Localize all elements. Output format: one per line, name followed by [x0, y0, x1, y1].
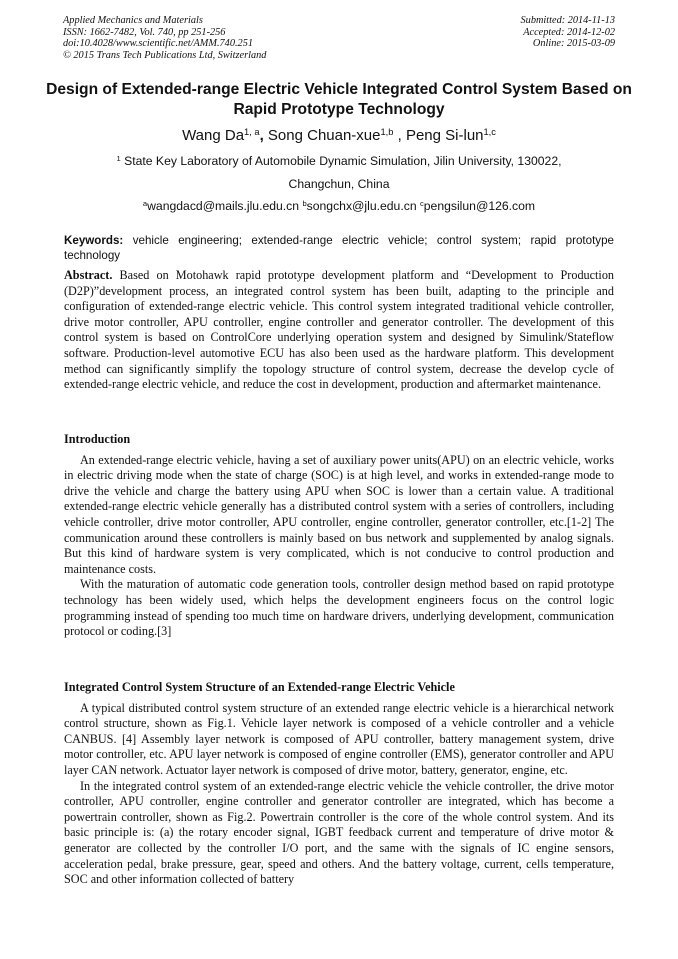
dates-info: [521, 15, 615, 50]
author-sup: 1,c: [483, 126, 496, 137]
issn: ISSN: 1662-7482, Vol. 740, pp 251-256: [63, 26, 226, 38]
abstract-label: Abstract.: [64, 268, 113, 282]
email: pengsilun@126.com: [423, 199, 536, 213]
section-heading: Introduction: [64, 432, 131, 446]
submitted-date: Submitted: 2014-11-13: [520, 15, 615, 26]
email-sup: a: [142, 198, 148, 208]
author-sup: 1, a: [244, 126, 260, 137]
affiliation-line2: Changchun, China: [288, 177, 390, 191]
section-introduction: [64, 432, 614, 640]
authors: Wang Da$^{1, a}$, Song Chuan-xue$^{1,b}$ , Peng Si-lun$^{1,c}$: [182, 126, 496, 144]
affiliation-line1: [0, 154, 678, 168]
email: songchx@jlu.edu.cn: [306, 199, 417, 213]
journal-name: Applied Mechanics and Materials: [63, 15, 203, 26]
paragraph: An extended-range electric vehicle, having a set of auxiliary power units(APU) on an electric vehicle, works in electric driving mode when the state of charge (SOC) is at high level, and works in extended-range mode to drive the vehicle and charge the battery using APU when SOC is lower than a certain value. A traditional extended-range electric vehicle generally has a distributed control system with a series of controllers, including vehicle controller, drive motor controller, APU controller, engine controller, generator controller, etc.[1-2] The communication around these controllers is mainly based on bus network and supplemented by analog signals. But this kind of hardware system is very complicated, which is not conducive to control production and maintenance costs.: [64, 452, 614, 576]
abstract-text: Based on Motohawk rapid prototype development platform and “Development to Production (D2P)”development process, an integrated control system has been built, adapting to the principle and configuration of extended-range electric vehicle. This control system integrated traditional vehicle controller, drive motor controller, APU controller, engine controller and generator controller. The development of this control system is based on ControlCore underlying operation system and designed by Simulink/Stateflow software. Production-level automotive ECU has also been used as the hardware platform. This development method can significantly simplify the topology structure of control system, decrease the develop cycle of extended-range electric vehicle, and reduce the cost in development, production and aftermarket maintenance.: [64, 268, 614, 392]
accepted-date: Accepted: 2014-12-02: [523, 26, 615, 38]
keywords-label: Keywords:: [64, 234, 124, 247]
paragraph: With the maturation of automatic code generation tools, controller design method based on rapid prototype technology has been widely used, which helps the development engineers focus on the control logic programming instead of spending too much time on hardware drivers, underlying development, communication protocol or coding.[3]: [64, 577, 614, 639]
affiliation-sup: 1: [116, 153, 121, 163]
author-sup: 1,b: [380, 126, 394, 137]
emails: [0, 199, 678, 213]
section-structure: [64, 680, 614, 888]
email-sup: c: [419, 198, 424, 208]
paragraph: In the integrated control system of an extended-range electric vehicle the vehicle controller, the drive motor controller, APU controller, engine controller and generator controller are integrated, which has become a powertrain controller, shown as Fig.2. Powertrain controller is the core of the whole control system. And its basic principle is: (a) the rotary encoder signal, IGBT feedback current and temperature of drive motor & generator are collected by the controller I/O port, and the same with the signals of IC engine sensors, acceleration pedal, brake pressure, gear, speed and others. And the battery voltage, current, cells temperature, SOC and other information collected of battery: [64, 778, 614, 887]
copyright: © 2015 Trans Tech Publications Ltd, Switzerland: [63, 49, 267, 61]
paragraph: A typical distributed control system structure of an extended range electric vehicle is a hierarchical network control structure, shown as Fig.1. Vehicle layer network is composed of a vehicle controller and a vehicle CANBUS. [4] Assembly layer network is composed of APU controller, battery management system, drive motor controller, etc. APU layer network is composed of engine controller (EMS), generator controller and APU layer CAN network. Actuator layer network is composed of drive motor, battery, generator, engine, etc.: [64, 700, 614, 777]
keywords: [64, 234, 614, 263]
author-name: Wang Da: [182, 127, 245, 144]
section-heading: Integrated Control System Structure of an Extended-range Electric Vehicle: [64, 680, 455, 694]
keywords-text: vehicle engineering; extended-range electric vehicle; control system; rapid prototype technology: [64, 234, 614, 262]
email-sup: b: [302, 198, 307, 208]
paper-title: Design of Extended-range Electric Vehicle Integrated Control System Based on Rapid Prototype Technology: [46, 81, 632, 118]
affiliation-text: State Key Laboratory of Automobile Dynamic Simulation, Jilin University, 130022,: [124, 154, 562, 168]
email: wangdacd@mails.jlu.edu.cn: [147, 199, 300, 213]
doi: doi:10.4028/www.scientific.net/AMM.740.251: [63, 38, 253, 50]
author-name: Song Chuan-xue: [267, 127, 381, 144]
author-name: Peng Si-lun: [405, 127, 484, 144]
abstract: [64, 268, 614, 393]
online-date: Online: 2015-03-09: [532, 38, 615, 50]
journal-info: [63, 15, 266, 61]
